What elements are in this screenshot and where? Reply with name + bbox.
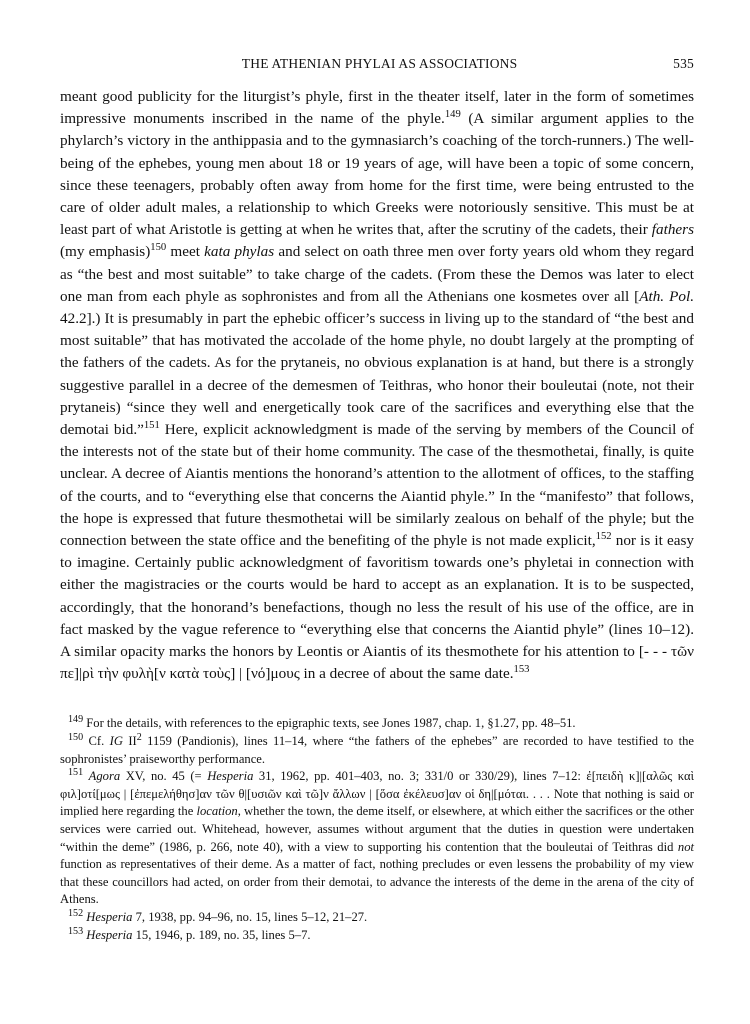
text-run: nor is it easy to imagine. Certainly public acknowledgment of favoritism towards one’s phyletai in connection with either the magistracies or the courts would be hard to accept as an explanation. It is to be suspected, accordingly, that the honorand’s benefactions, though no less the result of his use of the office, are in fact masked by the vague reference to “everything else that concerns the Aiantid phyle” (lines 10–12). A similar opacity marks the honors by Leontis or Aiantis of its thesmothete for his attention to [- - - τῶν πε]|ρὶ τὴν φυλὴ[ν κατὰ τοὺς] | [νό]μους in a decree of about the same date. [60, 532, 694, 683]
text-run: meant good publicity for the liturgist’s phyle, first in the theater itself, later in the form of sometimes impressive monuments inscribed in the name of the phyle. [60, 88, 694, 128]
footnote-ref-152[interactable]: 152 [595, 531, 612, 542]
footnote-text: 31, 1962, pp. 401–403, no. 3; 331/0 or 330/29), lines 7–12: ἐ[πειδὴ κ]|[αλῶς καὶ φιλ]οτί[μως | [ἐπεμελήθησ]αν τῶν θ|[υσιῶν καὶ τῶ]ν ἄλλων | [ὅσα ἐκέλευσ]αν οἱ δη|[μόται. . . . Note that nothing is said or implied here regarding the [60, 769, 694, 819]
footnote-152 [60, 909, 694, 927]
citation-hesperia: Hesperia [207, 769, 254, 784]
footnote-number: 150 [68, 731, 84, 743]
footnote-number: 153 [68, 925, 84, 937]
footnote-text: , whether the town, the deme itself, or elsewhere, at which either the sacrifices or the other services were carried out. Whitehead, however, assumes without argument that the duties in question were undertaken “within the deme” (1986, p. 266, note 40), with a view to supporting his contention that the bouleutai of Teithras did [60, 804, 694, 854]
footnote-text: For the details, with references to the epigraphic texts, see Jones 1987, chap. 1, §1.27, pp. 48–51. [83, 716, 576, 731]
footnote-text: 1159 (Pandionis), lines 11–14, where “the fathers of the ephebes” are recorded to have testified to the sophronistes’ praiseworthy performance. [60, 734, 694, 766]
emphasis-location: location [196, 804, 238, 819]
citation-ig: IG [109, 734, 123, 749]
footnote-text: XV, no. 45 (= [120, 769, 208, 784]
footnote-text: II [122, 734, 137, 749]
footnote-ref-149[interactable]: 149 [444, 109, 461, 121]
emphasis-kata-phylas: kata phylas [204, 243, 275, 261]
emphasis-fathers: fathers [651, 221, 694, 239]
footnote-ref-153[interactable]: 153 [513, 664, 530, 676]
text-run: (my emphasis) [60, 243, 151, 261]
running-header [60, 56, 694, 72]
running-title: THE ATHENIAN PHYLAI AS ASSOCIATIONS [241, 56, 518, 71]
text-run: Here, explicit acknowledgment is made of the serving by members of the Council of the interests not of the state but of their home community. The case of the thesmothetai, finally, is quite unclear. A decree of Aiantis mentions the honorand’s attention to the allotment of offices, to the staffing of the courts, and to “everything else that concerns the Aiantid phyle.” In the “manifesto” that follows, the hope is expressed that future thesmothetai will be similarly zealous on behalf of the phyle; but the connection between the state office and the benefiting of the phyle is not made explicit, [60, 421, 694, 550]
footnote-150 [60, 733, 694, 768]
page-number: 535 [673, 56, 694, 71]
footnote-ref-150[interactable]: 150 [150, 242, 167, 254]
text-run: meet [166, 243, 205, 261]
footnote-number: 149 [68, 714, 84, 726]
footnote-151 [60, 768, 694, 909]
footnote-text: 15, 1946, p. 189, no. 35, lines 5–7. [132, 927, 311, 942]
edition-superscript: 2 [136, 731, 142, 743]
footnote-ref-151[interactable]: 151 [143, 419, 160, 431]
footnote-149 [60, 715, 694, 733]
footnote-text: function as representatives of their deme. As a matter of fact, nothing precludes or even lessens the probability of my view that these councillors had acted, on order from their demotai, to advance the interests of the deme in the arena of the city of Athens. [60, 857, 694, 907]
citation-agora: Agora [88, 769, 121, 784]
citation-ath-pol: Ath. Pol. [639, 287, 694, 305]
footnote-number: 152 [68, 907, 84, 919]
text-run: 42.2].) It is presumably in part the ephebic officer’s success in living up to the standard of “the best and most suitable” that has motivated the accolade of the home phyle, no doubt largely at the prompting of the fathers of the cadets. As for the prytaneis, no obvious explanation is at hand, but there is a strongly suggestive parallel in a decree of the demesmen of Teithras, who honor their bouleutai (note, not their prytaneis) “since they well and energetically took care of the sacrifices and everything else that the demotai bid.” [60, 310, 694, 439]
footnote-text: 7, 1938, pp. 94–96, no. 15, lines 5–12, 21–27. [132, 910, 368, 925]
text-run: (A similar argument applies to the phylarch’s victory in the anthippasia and to the gymnasiarch’s coaching of the torch-runners.) The well-being of the ephebes, young men about 18 or 19 years of age, will have been a topic of some concern, since these teenagers, probably often away from home for the first time, were being entrusted to the care of older adult males, a relationship to which Greeks were notoriously sensitive. This must be at least part of what Aristotle is getting at when he writes that, after the scrutiny of the cadets, their [60, 110, 694, 239]
citation-hesperia: Hesperia [86, 910, 133, 925]
page [60, 56, 694, 944]
text-run: and select on oath three men over forty years old whom they regard as “the best and most suitable” to take charge of the cadets. (From these the Demos was later to elect one man from each phyle as sophronistes and from all the Athenians one kosmetes over all [ [60, 243, 695, 305]
footnote-153 [60, 927, 694, 945]
footnotes [60, 715, 694, 944]
body-paragraph [60, 86, 694, 685]
footnote-text: Cf. [83, 734, 110, 749]
emphasis-not: not [677, 839, 694, 854]
footnote-number: 151 [68, 767, 84, 779]
citation-hesperia: Hesperia [86, 927, 133, 942]
